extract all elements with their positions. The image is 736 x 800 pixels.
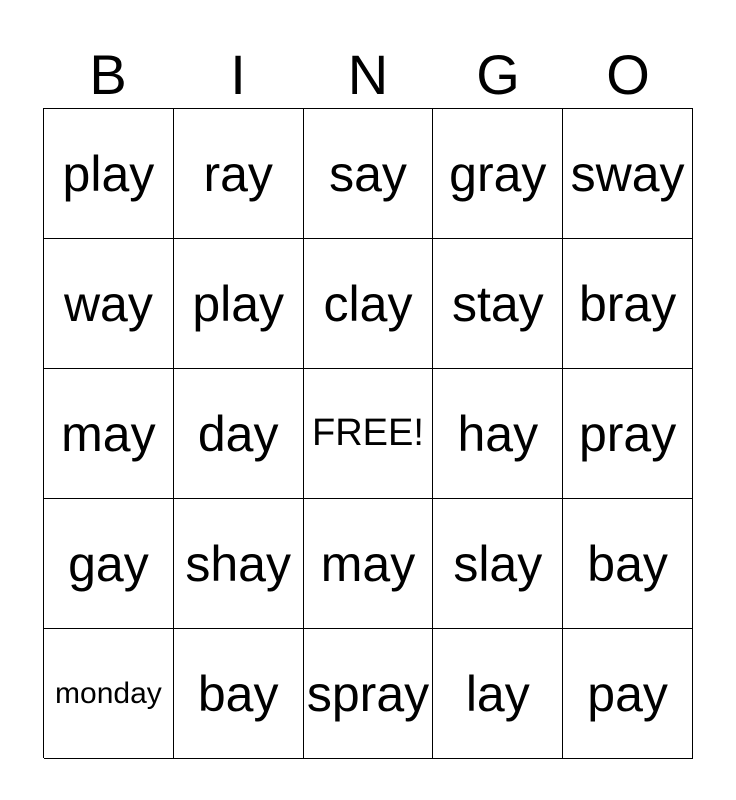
- header-letter-b: B: [89, 43, 127, 106]
- bingo-cell: gay: [44, 499, 174, 629]
- bingo-cell: bay: [563, 499, 693, 629]
- bingo-cell: bay: [174, 629, 304, 759]
- bingo-cell: slay: [433, 499, 563, 629]
- bingo-cell: sway: [563, 109, 693, 239]
- bingo-cell: shay: [174, 499, 304, 629]
- header-letter-o: O: [606, 43, 650, 106]
- free-space-cell: FREE!: [304, 369, 434, 499]
- bingo-cell: hay: [433, 369, 563, 499]
- header-letter-i: I: [230, 43, 246, 106]
- bingo-cell: play: [174, 239, 304, 369]
- bingo-cell: pay: [563, 629, 693, 759]
- bingo-cell: pray: [563, 369, 693, 499]
- bingo-cell: may: [44, 369, 174, 499]
- board-row-4: [44, 499, 693, 629]
- bingo-cell: monday: [44, 629, 174, 759]
- bingo-board: [43, 108, 693, 758]
- bingo-cell: play: [44, 109, 174, 239]
- bingo-cell: way: [44, 239, 174, 369]
- bingo-cell: clay: [304, 239, 434, 369]
- bingo-cell: say: [304, 109, 434, 239]
- bingo-cell: ray: [174, 109, 304, 239]
- bingo-cell: stay: [433, 239, 563, 369]
- bingo-header: [43, 42, 693, 108]
- bingo-cell: bray: [563, 239, 693, 369]
- board-row-1: [44, 109, 693, 239]
- bingo-cell: spray: [304, 629, 434, 759]
- header-letter-n: N: [347, 43, 389, 106]
- board-row-5: [44, 629, 693, 759]
- bingo-cell: lay: [433, 629, 563, 759]
- bingo-cell: may: [304, 499, 434, 629]
- header-letter-g: G: [476, 43, 520, 106]
- bingo-cell: gray: [433, 109, 563, 239]
- board-row-2: [44, 239, 693, 369]
- bingo-cell: day: [174, 369, 304, 499]
- board-row-3: [44, 369, 693, 499]
